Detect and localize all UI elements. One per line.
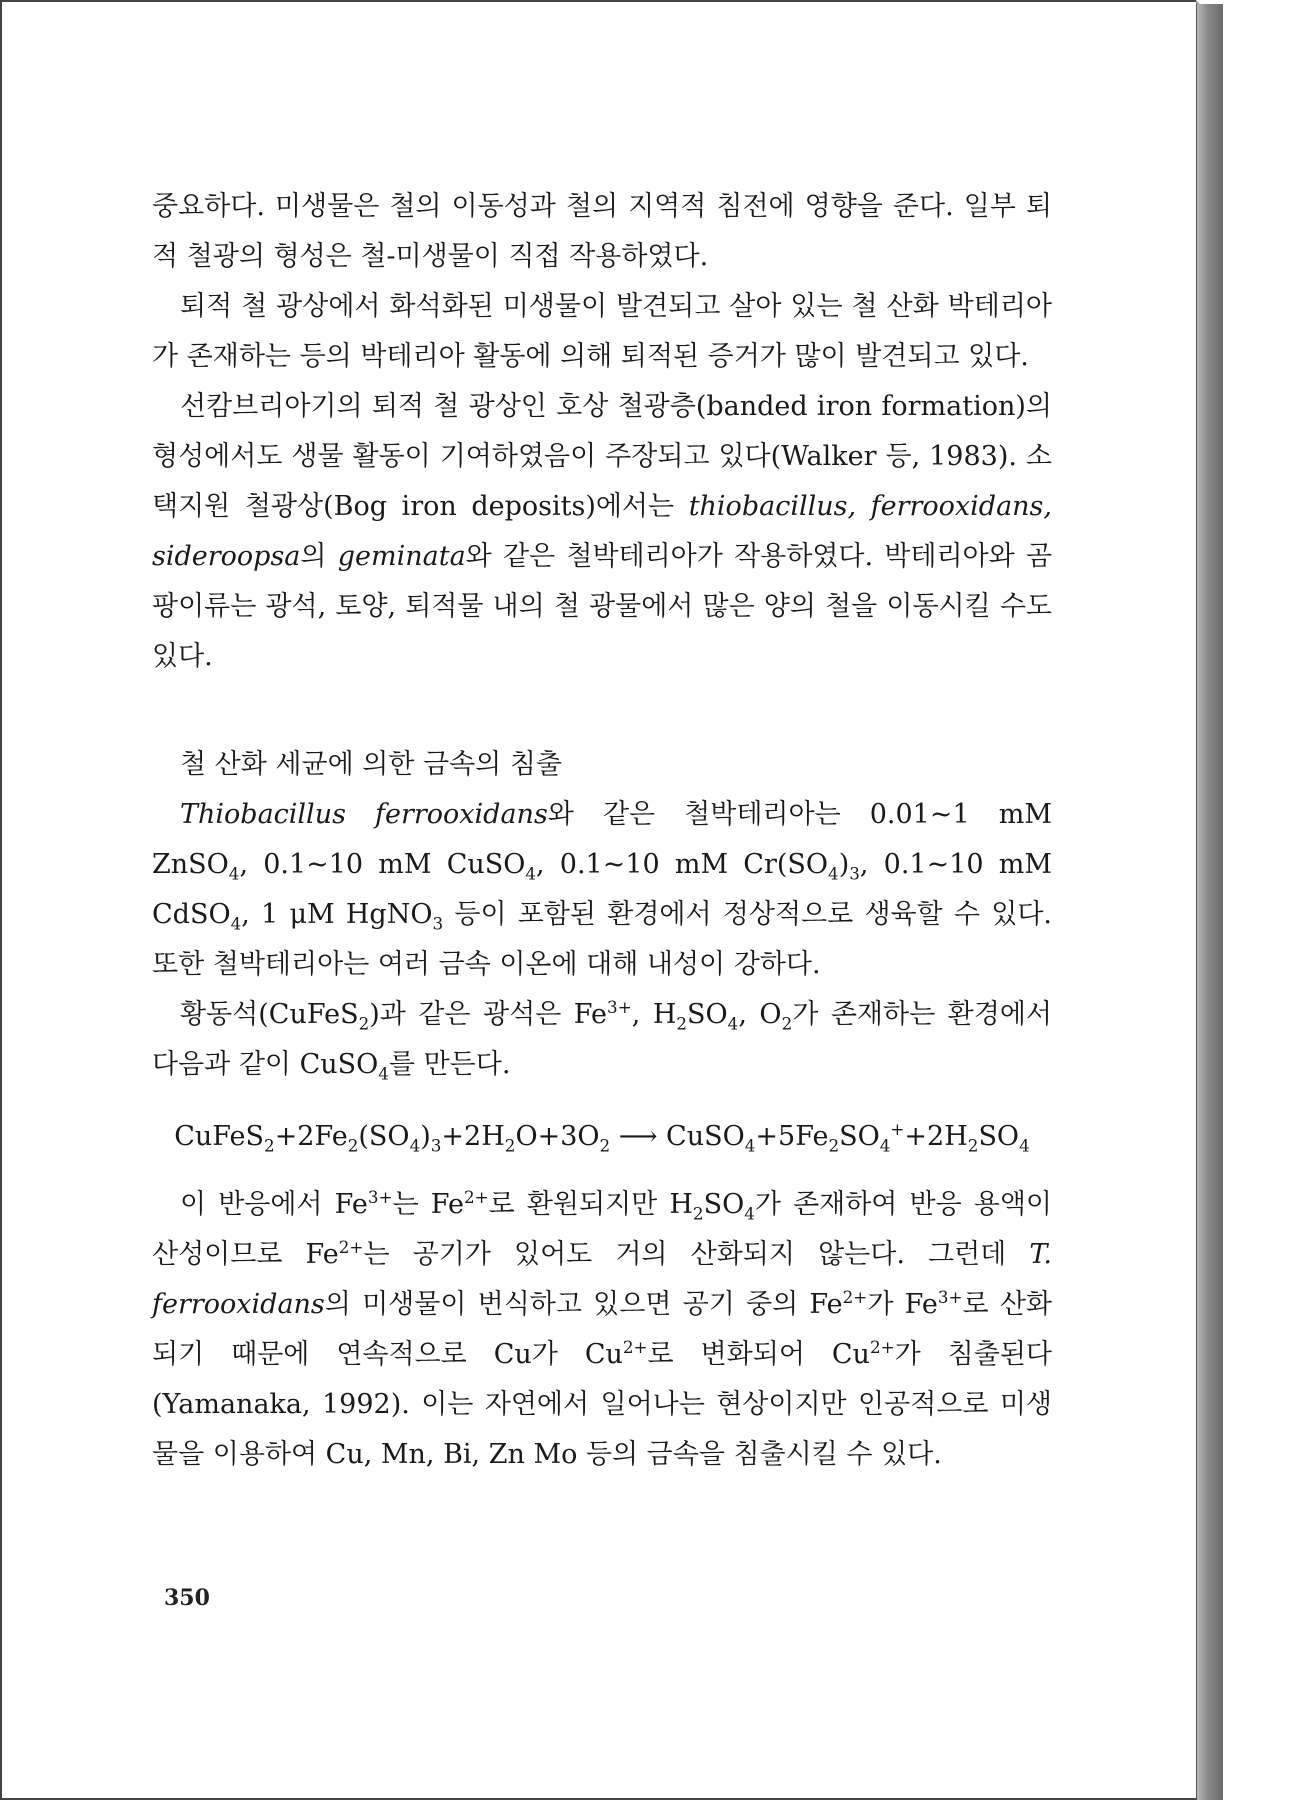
paragraph-3: 선캄브리아기의 퇴적 철 광상인 호상 철광층(banded iron formation)의 형성에서도 생물 활동이 기여하였음이 주장되고 있다(Walker 등, 1983). 소택지원 철광상(Bog iron deposits)에서는 thiobacillus, ferrooxidans, sideroopsa의 geminata와 같은 철박테리아가 작용하였다. 박테리아와 곰팡이류는 광석, 토양, 퇴적물 내의 철 광물에서 많은 양의 철을 이동시킬 수도 있다. (152, 391, 1052, 672)
page-number: 350 (164, 1585, 210, 1611)
reaction-arrow: ⟶ (610, 1121, 667, 1152)
chemical-equation: $CuFeS_2+2Fe_2(SO_4)_3+2H_2O+3O_2$ ⟶ $CuSO_4+5Fe_2SO_4^++2H_2SO_4$ (174, 1119, 1030, 1156)
section-heading: 철 산화 세균에 의한 금속의 침출 (180, 749, 562, 780)
paragraph-5: 황동석(CuFeS$_2$)과 같은 광석은 $Fe^{3+}$, $H_2SO_4$, $O_2$가 존재하는 환경에서 다음과 같이 CuSO$_4$를 만든다. (152, 997, 1053, 1084)
page-body (152, 182, 1052, 1480)
paragraph-2: 퇴적 철 광상에서 화석화된 미생물이 발견되고 살아 있는 철 산화 박테리아가 존재하는 등의 박테리아 활동에 의해 퇴적된 증거가 많이 발견되고 있다. (152, 291, 1052, 372)
page-stack-edge (1196, 4, 1223, 1800)
paragraph-1: 중요하다. 미생물은 철의 이동성과 철의 지역적 침전에 영향을 준다. 일부 퇴적 철광의 형성은 철-미생물이 직접 작용하였다. (152, 191, 1052, 272)
paragraph-6: 이 반응에서 $Fe^{3+}$는 $Fe^{2+}$로 환원되지만 $H_2SO_4$가 존재하여 반응 용액이 산성이므로 $Fe^{2+}$는 공기가 있어도 거의 산화되지 않는다. 그런데 T. ferrooxidans의 미생물이 번식하고 있으면 공기 중의 $Fe^{2+}$가 $Fe^{3+}$로 산화되기 때문에 연속적으로 Cu가 $Cu^{2+}$로 변화되어 $Cu^{2+}$가 침출된다(Yamanaka, 1992). 이는 자연에서 일어나는 현상이지만 인공적으로 미생물을 이용하여 Cu, Mn, Bi, Zn Mo 등의 금속을 침출시킬 수 있다. (152, 1187, 1053, 1470)
paragraph-4: Thiobacillus ferrooxidans와 같은 철박테리아는 0.01~1 mM ZnSO$_4$, 0.1~10 mM CuSO$_4$, 0.1~10 mM $Cr(SO_4)_3$, 0.1~10 mM CdSO$_4$, 1 μM HgNO$_3$ 등이 포함된 환경에서 정상적으로 생육할 수 있다. 또한 철박테리아는 여러 금속 이온에 대해 내성이 강하다. (152, 799, 1052, 980)
